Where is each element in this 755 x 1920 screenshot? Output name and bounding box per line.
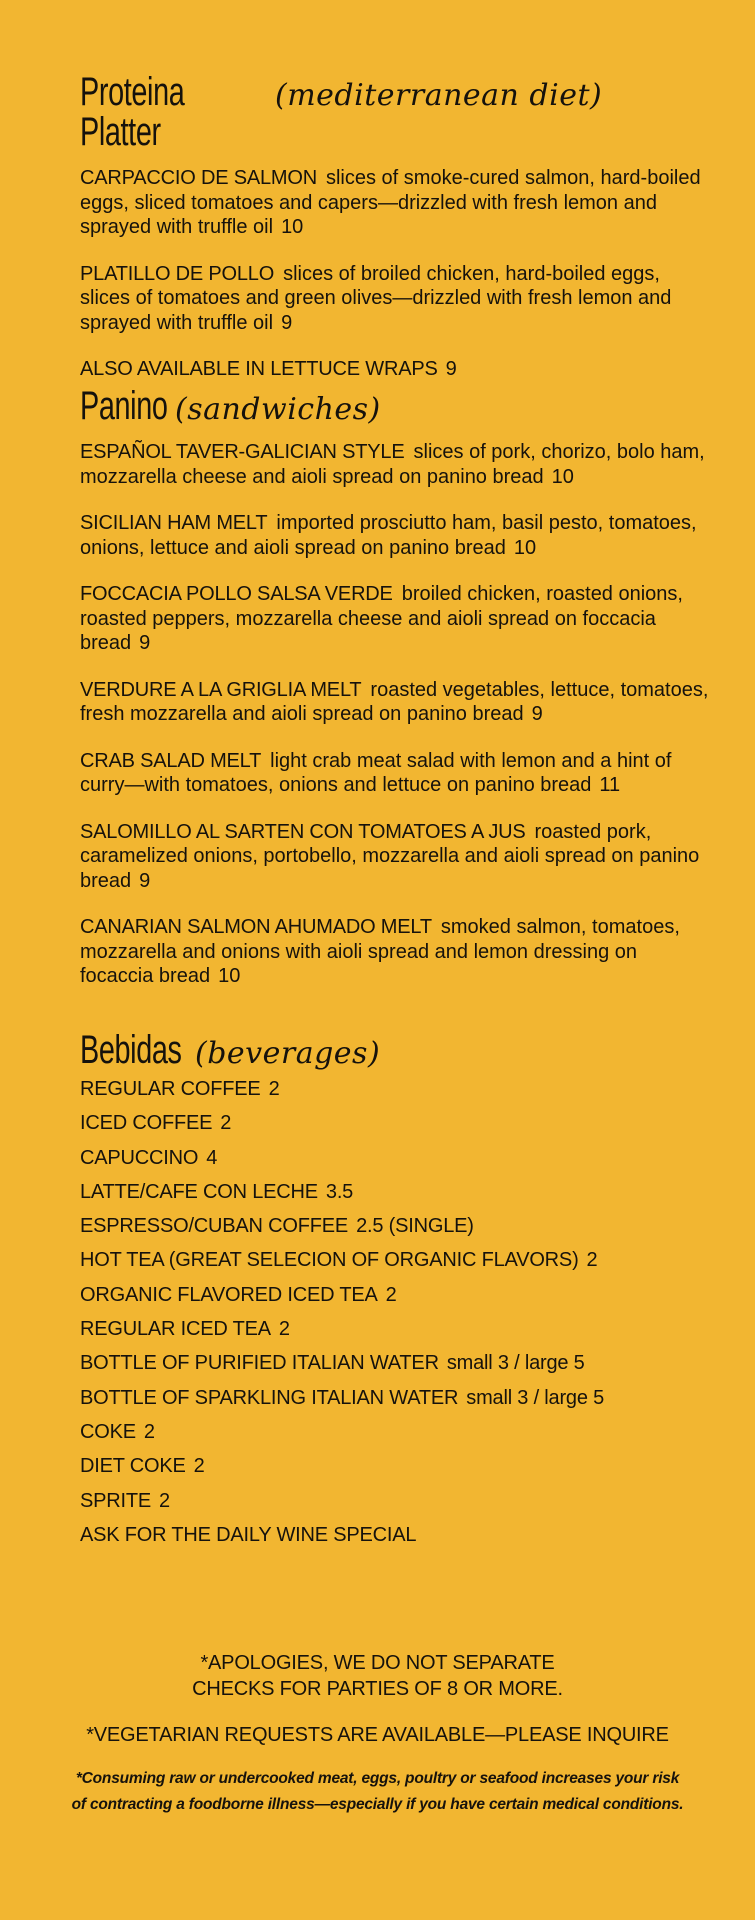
beverage-name: DIET COKE [80,1455,186,1478]
bebidas-list [80,1072,720,1552]
beverage-item [80,1449,720,1483]
bebidas-section [80,1030,720,1552]
menu-item-description: slices of pork, chorizo, bolo ham, mozzarella cheese and aioli spread on panino bread [80,441,705,488]
beverage-name: REGULAR ICED TEA [80,1318,271,1341]
apologies-note-line-1: *APOLOGIES, WE DO NOT SEPARATE [200,1652,555,1674]
menu-item-description: slices of broiled chicken, hard-boiled eggs, slices of tomatoes and green olives—drizzled with fresh lemon and sprayed with truffle oil [80,262,672,334]
beverage-price: small 3 / large 5 [466,1386,605,1409]
beverage-name: BOTTLE OF SPARKLING ITALIAN WATER [80,1386,459,1409]
beverage-item [80,1175,720,1209]
beverage-price: 2 [143,1420,155,1443]
menu-item [80,262,710,336]
beverage-name: BOTTLE OF PURIFIED ITALIAN WATER [80,1352,439,1375]
menu-item [80,582,710,656]
apologies-note-line-2: CHECKS FOR PARTIES OF 8 OR MORE. [192,1678,563,1700]
menu-item-name: SALOMILLO AL SARTEN CON TOMATOES A JUS [80,820,526,843]
menu-item [80,678,710,727]
beverage-name: SPRITE [80,1489,152,1512]
beverage-price: 4 [206,1146,218,1169]
beverage-price: 2 [385,1283,397,1306]
beverage-name: CAPUCCINO [80,1146,199,1169]
menu-item-price: 10 [218,965,241,987]
menu-item-name: CARPACCIO DE SALMON [80,167,317,189]
menu-item [80,749,710,798]
panino-section [80,386,720,1011]
beverage-price: 2 [159,1489,170,1512]
menu-item [80,915,710,989]
menu-item-name: ALSO AVAILABLE IN LETTUCE WRAPS [80,358,438,380]
beverage-name: ESPRESSO/CUBAN COFFEE [80,1215,349,1238]
proteina-section [80,72,720,404]
proteina-items [80,166,720,382]
beverage-price: 2.5 (SINGLE) [356,1215,474,1238]
panino-header [80,386,720,426]
proteina-title: Proteina Platter [80,70,185,154]
bebidas-header [80,1030,720,1070]
menu-item [80,357,710,382]
menu-item-name: VERDURE A LA GRIGLIA MELT [80,678,362,701]
beverage-item [80,1072,720,1106]
vegetarian-note: *VEGETARIAN REQUESTS ARE AVAILABLE—PLEASE INQUIRE [86,1724,669,1746]
beverage-item [80,1278,720,1312]
beverage-item [80,1484,720,1518]
panino-subtitle: (sandwiches) [175,392,381,427]
menu-item-name: FOCCACIA POLLO SALSA VERDE [80,583,393,605]
beverage-name: LATTE/CAFE CON LECHE [80,1180,318,1203]
panino-title: Panino [80,384,168,428]
proteina-header [80,72,720,152]
beverage-price: 2 [278,1318,290,1341]
beverage-price: 2 [220,1112,232,1135]
beverage-item [80,1415,720,1449]
beverage-name: ASK FOR THE DAILY WINE SPECIAL [80,1523,417,1546]
menu-item-price: 9 [531,703,543,725]
footer [0,1650,755,1818]
menu-item-description: smoked salmon, tomatoes, mozzarella and onions with aioli spread and lemon dressing on focaccia bread [80,916,680,987]
menu-item [80,511,710,560]
beverage-name: COKE [80,1420,136,1443]
beverage-price: 2 [193,1455,205,1478]
beverage-item [80,1381,720,1415]
beverage-name: HOT TEA (GREAT SELECION OF ORGANIC FLAVORS) [80,1249,579,1272]
menu-item-price: 9 [445,358,457,380]
beverage-name: ORGANIC FLAVORED ICED TEA [80,1283,378,1306]
beverage-price: small 3 / large 5 [446,1352,585,1375]
menu-item-price: 9 [139,632,151,654]
beverage-item [80,1312,720,1346]
beverage-item [80,1243,720,1277]
beverage-item [80,1518,720,1552]
menu-item-price: 9 [139,869,151,892]
menu-item-name: SICILIAN HAM MELT [80,512,268,534]
beverage-price: 3.5 [325,1180,354,1203]
menu-item-description: slices of smoke-cured salmon, hard-boiled eggs, sliced tomatoes and capers—drizzled with fresh lemon and sprayed with truffle oil [80,167,701,238]
food-warning-line-2: of contracting a foodborne illness—especially if you have certain medical conditions. [71,1796,684,1813]
beverage-name: ICED COFFEE [80,1112,213,1135]
menu-item-description: light crab meat salad with lemon and a hint of curry—with tomatoes, onions and lettuce on panino bread [80,749,672,796]
panino-items [80,440,720,989]
bebidas-title: Bebidas [80,1028,182,1072]
proteina-subtitle: (mediterranean diet) [275,78,603,113]
menu-item-name: ESPAÑOL TAVER-GALICIAN STYLE [80,441,405,463]
menu-item-description: roasted pork, caramelized onions, portobello, mozzarella and aioli spread on panino bread [80,820,700,892]
beverage-item [80,1346,720,1380]
menu-item-price: 10 [513,536,537,559]
menu-item-description: broiled chicken, roasted onions, roasted peppers, mozzarella cheese and aioli spread on foccacia bread [80,583,683,654]
beverage-item [80,1106,720,1140]
bebidas-subtitle: (beverages) [195,1036,381,1071]
menu-item-price: 11 [599,774,621,796]
menu-item [80,820,710,894]
beverage-price: 2 [268,1078,280,1100]
menu-item-name: CANARIAN SALMON AHUMADO MELT [80,916,432,938]
menu-item [80,440,710,489]
beverage-name: REGULAR COFFEE [80,1078,261,1100]
menu-item-description: imported prosciutto ham, basil pesto, tomatoes, onions, lettuce and aioli spread on panino bread [80,512,697,559]
menu-item-name: CRAB SALAD MELT [80,749,262,772]
menu-item-description: roasted vegetables, lettuce, tomatoes, fresh mozzarella and aioli spread on panino bread [80,678,709,725]
menu-item-price: 10 [281,216,304,238]
beverage-item [80,1209,720,1243]
beverage-price: 2 [586,1249,598,1272]
menu-item [80,166,710,240]
menu-item-price: 10 [551,465,574,488]
menu-item-name: PLATILLO DE POLLO [80,262,275,285]
food-warning-line-1: *Consuming raw or undercooked meat, eggs, poultry or seafood increases your risk [75,1770,680,1787]
menu-item-price: 9 [281,311,293,334]
beverage-item [80,1141,720,1175]
